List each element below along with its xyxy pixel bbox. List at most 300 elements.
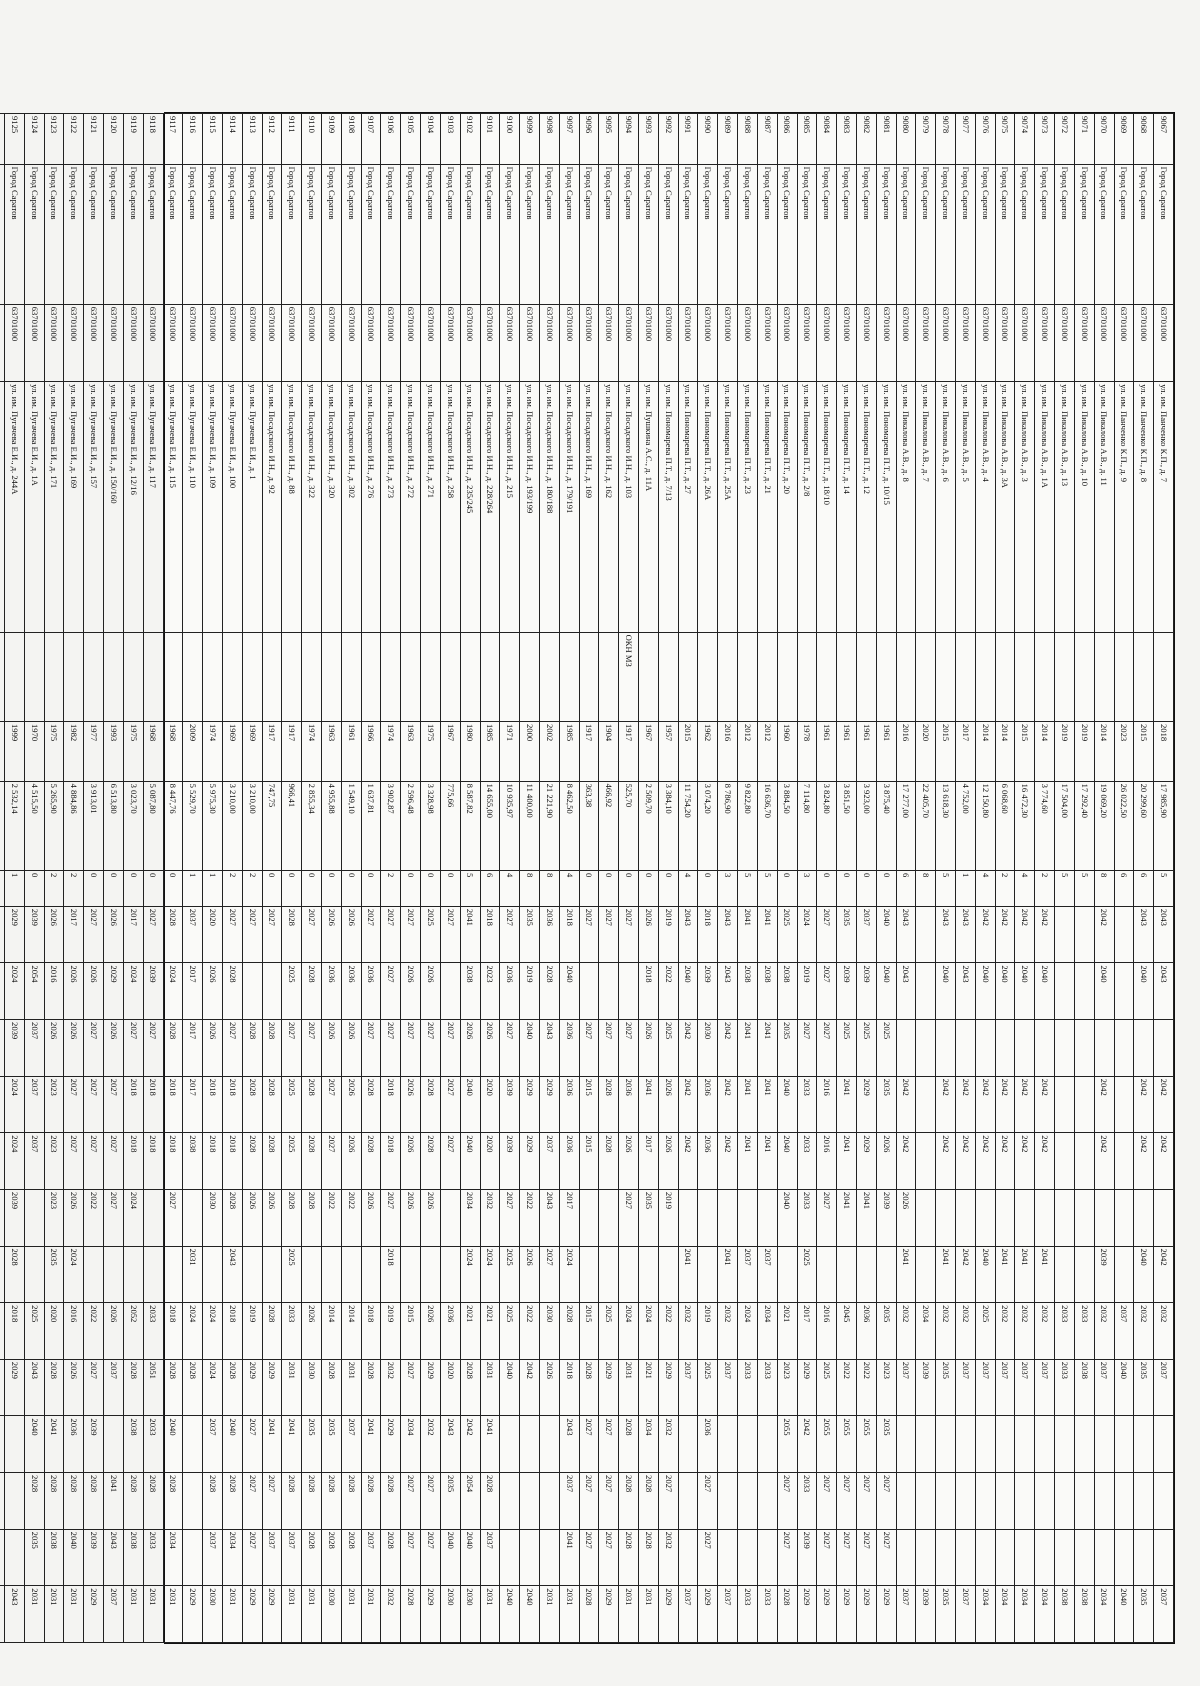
deadline-cell: 2028 xyxy=(639,1473,659,1530)
deadline-cell: 2037 xyxy=(1035,1359,1055,1416)
address-cell: ул. им. Посадского И.Н., д. 228/264 xyxy=(480,382,500,632)
row-number-cell: 9098 xyxy=(540,114,560,165)
deadline-cell: 2019 xyxy=(520,963,540,1020)
deadline-cell: 2038 xyxy=(757,963,777,1020)
deadline-cell xyxy=(1055,1473,1075,1530)
deadline-cell: 2027 xyxy=(837,1529,857,1586)
built-year-cell: 1985 xyxy=(480,721,500,781)
address-cell: ул. им. Пугачева Е.И., д. 171 xyxy=(44,382,64,632)
deadline-cell: 2040 xyxy=(64,1529,84,1586)
oktmo-code-cell: 63701000 xyxy=(757,304,777,381)
deadline-cell: 2025 xyxy=(876,1020,896,1077)
deadline-cell: 2026 xyxy=(658,1133,678,1190)
deadline-cell: 2028 xyxy=(381,1529,401,1586)
deadline-cell xyxy=(718,1473,738,1530)
row-number-cell: 9096 xyxy=(579,114,599,165)
table-row xyxy=(837,114,857,1643)
deadline-cell: 2042 xyxy=(936,1076,956,1133)
deadline-cell: 2027 xyxy=(84,1359,104,1416)
address-cell: ул. им. Пикалова А.В., д. 7 xyxy=(916,382,936,632)
deadline-cell xyxy=(0,1359,5,1416)
deadline-cell: 2027 xyxy=(777,1529,797,1586)
deadline-cell: 2028 xyxy=(460,1359,480,1416)
deadline-cell: 2037 xyxy=(24,1076,44,1133)
deadline-cell: 2043 xyxy=(1134,906,1154,963)
deadline-cell: 2025 xyxy=(777,906,797,963)
area-cell: 3 023,70 xyxy=(123,781,143,870)
deadline-cell: 2027 xyxy=(282,1020,302,1077)
deadline-cell: 2018 xyxy=(203,1133,223,1190)
deadline-cell xyxy=(738,1189,758,1246)
deadline-cell: 2038 xyxy=(1055,1586,1075,1643)
deadline-cell: 2027 xyxy=(64,1133,84,1190)
address-cell: ул. им. Пономарева П.Т., д. 25А xyxy=(718,382,738,632)
deadline-cell: 2037 xyxy=(857,906,877,963)
deadline-cell: 2034 xyxy=(1015,1586,1035,1643)
deadline-cell: 2028 xyxy=(302,1076,322,1133)
deadline-cell xyxy=(936,1416,956,1473)
table-row xyxy=(401,114,421,1643)
deadline-cell: 2042 xyxy=(460,1416,480,1473)
deadline-cell: 2027 xyxy=(817,906,837,963)
deadline-cell xyxy=(183,1416,203,1473)
oktmo-code-cell: 63701000 xyxy=(1094,304,1114,381)
deadline-cell: 2033 xyxy=(797,1076,817,1133)
table-row xyxy=(1094,114,1114,1643)
deadline-cell: 2034 xyxy=(975,1586,995,1643)
deadline-cell: 2042 xyxy=(975,1076,995,1133)
deadline-cell: 2037 xyxy=(896,1359,916,1416)
address-cell: ул. им. Посадского И.Н., д. 258 xyxy=(440,382,460,632)
address-cell: ул. им. Посадского И.Н., д. 235/245 xyxy=(460,382,480,632)
deadline-cell xyxy=(678,1416,698,1473)
city-cell: Город Саратов xyxy=(817,164,837,304)
deadline-cell: 2028 xyxy=(24,1473,44,1530)
deadline-cell: 2021 xyxy=(480,1303,500,1360)
deadline-cell: 2041 xyxy=(936,1246,956,1303)
address-cell: ул. им. Посадского И.Н., д. 320 xyxy=(322,382,342,632)
deadline-cell: 2039 xyxy=(857,963,877,1020)
deadline-cell: 2031 xyxy=(480,1359,500,1416)
deadline-cell: 2028 xyxy=(223,1473,243,1530)
deadline-cell: 2018 xyxy=(639,963,659,1020)
deadline-cell: 2027 xyxy=(242,906,262,963)
oktmo-code-cell: 63701000 xyxy=(718,304,738,381)
deadline-cell: 2025 xyxy=(282,1246,302,1303)
address-cell: ул. им. Пугачева Е.И., д. 12/16 xyxy=(123,382,143,632)
deadline-cell: 2028 xyxy=(619,1473,639,1530)
table-row xyxy=(797,114,817,1643)
deadline-cell: 2041 xyxy=(718,1246,738,1303)
built-year-cell: 1963 xyxy=(401,721,421,781)
deadline-cell xyxy=(1134,1189,1154,1246)
note-cell xyxy=(896,632,916,721)
deadline-cell: 2028 xyxy=(203,1473,223,1530)
deadline-cell: 2038 xyxy=(1074,1586,1094,1643)
deadline-cell: 2032 xyxy=(936,1303,956,1360)
table-row xyxy=(559,114,579,1643)
deadline-cell: 2031 xyxy=(341,1359,361,1416)
row-number-cell: 9081 xyxy=(876,114,896,165)
deadline-cell: 2042 xyxy=(678,1020,698,1077)
deadline-cell: 2042 xyxy=(1094,906,1114,963)
area-cell: 8 447,76 xyxy=(163,781,183,870)
housing-register-table xyxy=(0,113,1174,1643)
count-cell: 6 xyxy=(480,871,500,907)
deadline-cell: 2021 xyxy=(639,1359,659,1416)
note-cell xyxy=(1114,632,1134,721)
oktmo-code-cell: 63701000 xyxy=(540,304,560,381)
deadline-cell: 2054 xyxy=(24,963,44,1020)
deadline-cell: 2037 xyxy=(757,1246,777,1303)
table-row xyxy=(916,114,936,1643)
city-cell: Город Саратов xyxy=(24,164,44,304)
built-year-cell xyxy=(0,721,5,781)
deadline-cell: 2028 xyxy=(579,1586,599,1643)
deadline-cell xyxy=(1035,1473,1055,1530)
area-cell: 4 955,88 xyxy=(322,781,342,870)
deadline-cell xyxy=(1134,1529,1154,1586)
deadline-cell: 2037 xyxy=(718,1359,738,1416)
deadline-cell xyxy=(1114,1076,1134,1133)
deadline-cell: 2027 xyxy=(817,1189,837,1246)
deadline-cell: 2018 xyxy=(163,1076,183,1133)
deadline-cell: 2028 xyxy=(302,1133,322,1190)
deadline-cell: 2034 xyxy=(639,1416,659,1473)
city-cell: Город Саратов xyxy=(797,164,817,304)
deadline-cell: 2027 xyxy=(361,1020,381,1077)
address-cell: ул. им. Посадского И.Н., д. 179/191 xyxy=(559,382,579,632)
deadline-cell: 2031 xyxy=(64,1586,84,1643)
city-cell: Город Саратов xyxy=(599,164,619,304)
deadline-cell: 2025 xyxy=(797,1246,817,1303)
city-cell: Город Саратов xyxy=(777,164,797,304)
deadline-cell: 2041 xyxy=(678,1246,698,1303)
deadline-cell: 2038 xyxy=(777,963,797,1020)
city-cell xyxy=(0,164,5,304)
table-row xyxy=(995,114,1015,1643)
deadline-cell: 2031 xyxy=(223,1586,243,1643)
city-cell: Город Саратов xyxy=(183,164,203,304)
note-cell xyxy=(500,632,520,721)
deadline-cell: 2029 xyxy=(599,1586,619,1643)
deadline-cell: 2018 xyxy=(163,1133,183,1190)
built-year-cell: 1975 xyxy=(421,721,441,781)
count-cell: 0 xyxy=(579,871,599,907)
deadline-cell: 2039 xyxy=(698,963,718,1020)
deadline-cell: 2039 xyxy=(500,1133,520,1190)
deadline-cell: 2027 xyxy=(84,1020,104,1077)
deadline-cell xyxy=(302,1246,322,1303)
deadline-cell: 2030 xyxy=(322,1586,342,1643)
built-year-cell: 2017 xyxy=(956,721,976,781)
table-row xyxy=(361,114,381,1643)
deadline-cell: 2027 xyxy=(857,1529,877,1586)
row-number-cell: 9077 xyxy=(956,114,976,165)
deadline-cell: 2037 xyxy=(341,1416,361,1473)
deadline-cell: 2036 xyxy=(559,1133,579,1190)
deadline-cell xyxy=(718,1189,738,1246)
deadline-cell: 2019 xyxy=(658,906,678,963)
oktmo-code-cell: 63701000 xyxy=(480,304,500,381)
deadline-cell: 2029 xyxy=(242,1586,262,1643)
deadline-cell: 2040 xyxy=(777,1133,797,1190)
deadline-cell xyxy=(956,1416,976,1473)
area-cell: 6 513,80 xyxy=(104,781,124,870)
area-cell: 1 549,10 xyxy=(341,781,361,870)
deadline-cell xyxy=(1015,1020,1035,1077)
deadline-cell xyxy=(757,1189,777,1246)
deadline-cell xyxy=(24,1246,44,1303)
deadline-cell: 2024 xyxy=(738,1303,758,1360)
deadline-cell xyxy=(916,1020,936,1077)
deadline-cell: 2035 xyxy=(777,1020,797,1077)
table-row xyxy=(104,114,124,1643)
deadline-cell: 2042 xyxy=(1154,1246,1174,1303)
deadline-cell: 2028 xyxy=(361,1076,381,1133)
row-number-cell: 9110 xyxy=(302,114,322,165)
city-cell: Город Саратов xyxy=(381,164,401,304)
deadline-cell: 2027 xyxy=(421,1529,441,1586)
area-cell: 11 754,20 xyxy=(678,781,698,870)
deadline-cell: 2036 xyxy=(559,1020,579,1077)
deadline-cell: 2021 xyxy=(460,1303,480,1360)
deadline-cell: 2037 xyxy=(678,1586,698,1643)
deadline-cell: 2041 xyxy=(738,1076,758,1133)
row-number-cell: 9109 xyxy=(322,114,342,165)
area-cell: 5 265,90 xyxy=(44,781,64,870)
deadline-cell: 2028 xyxy=(381,1473,401,1530)
address-cell: ул. им. Пугачева Е.И., д. 244А xyxy=(5,382,25,632)
deadline-cell: 2020 xyxy=(480,1076,500,1133)
deadline-cell: 2027 xyxy=(401,1529,421,1586)
deadline-cell xyxy=(1114,1020,1134,1077)
count-cell: 3 xyxy=(718,871,738,907)
deadline-cell: 2028 xyxy=(282,1473,302,1530)
deadline-cell xyxy=(1074,1529,1094,1586)
deadline-cell xyxy=(619,963,639,1020)
deadline-cell: 2035 xyxy=(837,906,857,963)
row-number-cell: 9090 xyxy=(698,114,718,165)
deadline-cell xyxy=(599,1189,619,1246)
table-row xyxy=(579,114,599,1643)
built-year-cell: 1968 xyxy=(143,721,163,781)
deadline-cell: 2037 xyxy=(995,1359,1015,1416)
deadline-cell: 2028 xyxy=(183,1359,203,1416)
count-cell: 6 xyxy=(1134,871,1154,907)
area-cell: 17 277,00 xyxy=(896,781,916,870)
count-cell: 5 xyxy=(1074,871,1094,907)
deadline-cell: 2055 xyxy=(857,1416,877,1473)
deadline-cell: 2036 xyxy=(619,1076,639,1133)
city-cell: Город Саратов xyxy=(658,164,678,304)
note-cell xyxy=(1094,632,1114,721)
deadline-cell: 2035 xyxy=(876,1076,896,1133)
deadline-cell xyxy=(975,1416,995,1473)
built-year-cell: 2015 xyxy=(1134,721,1154,781)
deadline-cell: 2018 xyxy=(143,1076,163,1133)
address-cell: ул. им. Пугачева Е.И., д. 110 xyxy=(183,382,203,632)
deadline-cell: 2027 xyxy=(797,1020,817,1077)
deadline-cell: 2028 xyxy=(599,1133,619,1190)
table-row xyxy=(282,114,302,1643)
deadline-cell xyxy=(757,1529,777,1586)
table-row xyxy=(936,114,956,1643)
deadline-cell: 2027 xyxy=(500,1189,520,1246)
deadline-cell: 2028 xyxy=(262,1020,282,1077)
count-cell: 2 xyxy=(1035,871,1055,907)
deadline-cell: 2040 xyxy=(1015,963,1035,1020)
deadline-cell: 2031 xyxy=(540,1586,560,1643)
deadline-cell: 2055 xyxy=(837,1416,857,1473)
table-row xyxy=(183,114,203,1643)
built-year-cell: 1974 xyxy=(381,721,401,781)
deadline-cell: 2030 xyxy=(698,1020,718,1077)
deadline-cell xyxy=(5,1473,25,1530)
deadline-cell: 2015 xyxy=(579,1076,599,1133)
deadline-cell: 2028 xyxy=(302,963,322,1020)
oktmo-code-cell: 63701000 xyxy=(203,304,223,381)
count-cell: 0 xyxy=(876,871,896,907)
row-number-cell: 9101 xyxy=(480,114,500,165)
deadline-cell: 2025 xyxy=(24,1303,44,1360)
table-row xyxy=(817,114,837,1643)
deadline-cell xyxy=(698,1189,718,1246)
deadline-cell: 2037 xyxy=(282,1529,302,1586)
area-cell: 3 875,40 xyxy=(876,781,896,870)
deadline-cell: 2031 xyxy=(302,1586,322,1643)
deadline-cell: 2032 xyxy=(1035,1303,1055,1360)
deadline-cell: 2042 xyxy=(956,1246,976,1303)
deadline-cell: 2038 xyxy=(1074,1359,1094,1416)
deadline-cell: 2026 xyxy=(44,906,64,963)
table-row xyxy=(857,114,877,1643)
address-cell: ул. им. Пономарева П.Т., д. 18/10 xyxy=(817,382,837,632)
deadline-cell: 2036 xyxy=(540,906,560,963)
table-row xyxy=(738,114,758,1643)
deadline-cell: 2023 xyxy=(44,1189,64,1246)
deadline-cell: 2026 xyxy=(44,1020,64,1077)
row-number-cell: 9068 xyxy=(1134,114,1154,165)
oktmo-code-cell: 63701000 xyxy=(619,304,639,381)
oktmo-code-cell: 63701000 xyxy=(559,304,579,381)
deadline-cell xyxy=(0,906,5,963)
note-cell xyxy=(559,632,579,721)
deadline-cell xyxy=(956,1473,976,1530)
address-cell: ул. им. Пушкина А.С., д. 11А xyxy=(639,382,659,632)
deadline-cell: 2041 xyxy=(757,906,777,963)
deadline-cell xyxy=(1114,1189,1134,1246)
deadline-cell xyxy=(1154,1529,1174,1586)
deadline-cell: 2032 xyxy=(1154,1303,1174,1360)
register-table-body xyxy=(0,114,1174,1643)
note-cell xyxy=(1134,632,1154,721)
deadline-cell: 2052 xyxy=(123,1303,143,1360)
deadline-cell: 2040 xyxy=(678,963,698,1020)
deadline-cell xyxy=(1114,1416,1134,1473)
address-cell: ул. им. Пикалова А.В., д. 5 xyxy=(956,382,976,632)
deadline-cell: 2040 xyxy=(460,1076,480,1133)
table-row xyxy=(876,114,896,1643)
deadline-cell: 2042 xyxy=(678,1076,698,1133)
deadline-cell: 2040 xyxy=(500,1586,520,1643)
deadline-cell: 2026 xyxy=(242,1189,262,1246)
deadline-cell: 2027 xyxy=(104,1133,124,1190)
note-cell xyxy=(876,632,896,721)
deadline-cell xyxy=(579,1189,599,1246)
deadline-cell: 2025 xyxy=(500,1246,520,1303)
row-number-cell: 9105 xyxy=(401,114,421,165)
address-cell: ул. им. Пономарева П.Т., д. 14 xyxy=(837,382,857,632)
deadline-cell xyxy=(876,1246,896,1303)
oktmo-code-cell: 63701000 xyxy=(837,304,857,381)
deadline-cell: 2022 xyxy=(837,1359,857,1416)
deadline-cell: 2026 xyxy=(520,1246,540,1303)
deadline-cell: 2029 xyxy=(797,1359,817,1416)
deadline-cell xyxy=(1134,1473,1154,1530)
deadline-cell: 2029 xyxy=(84,1586,104,1643)
table-row xyxy=(5,114,25,1643)
area-cell: 3 851,50 xyxy=(837,781,857,870)
count-cell: 0 xyxy=(143,871,163,907)
count-cell: 0 xyxy=(619,871,639,907)
count-cell: 8 xyxy=(540,871,560,907)
built-year-cell: 1975 xyxy=(123,721,143,781)
area-cell: 16 636,70 xyxy=(757,781,777,870)
deadline-cell: 2028 xyxy=(242,1020,262,1077)
deadline-cell: 2026 xyxy=(361,1189,381,1246)
deadline-cell: 2027 xyxy=(440,1133,460,1190)
deadline-cell: 2018 xyxy=(559,1359,579,1416)
deadline-cell: 2024 xyxy=(203,1303,223,1360)
deadline-cell: 2031 xyxy=(619,1359,639,1416)
deadline-cell xyxy=(1074,1076,1094,1133)
table-row xyxy=(500,114,520,1643)
deadline-cell: 2040 xyxy=(460,1133,480,1190)
deadline-cell: 2027 xyxy=(401,1020,421,1077)
deadline-cell xyxy=(599,1246,619,1303)
deadline-cell: 2025 xyxy=(658,1020,678,1077)
oktmo-code-cell: 63701000 xyxy=(678,304,698,381)
address-cell: ул. им. Пономарева П.Т., д. 7/13 xyxy=(658,382,678,632)
deadline-cell: 2032 xyxy=(718,1303,738,1360)
city-cell: Город Саратов xyxy=(678,164,698,304)
city-cell: Город Саратов xyxy=(698,164,718,304)
address-cell: ул. им. Посадского И.Н., д. 273 xyxy=(381,382,401,632)
built-year-cell: 1971 xyxy=(500,721,520,781)
deadline-cell: 2030 xyxy=(440,1586,460,1643)
oktmo-code-cell: 63701000 xyxy=(916,304,936,381)
note-cell xyxy=(341,632,361,721)
deadline-cell: 2036 xyxy=(440,1303,460,1360)
deadline-cell xyxy=(916,963,936,1020)
deadline-cell: 2018 xyxy=(381,1133,401,1190)
note-cell xyxy=(817,632,837,721)
table-row xyxy=(1015,114,1035,1643)
deadline-cell: 2034 xyxy=(1094,1586,1114,1643)
deadline-cell: 2017 xyxy=(183,1076,203,1133)
deadline-cell: 2026 xyxy=(460,1020,480,1077)
deadline-cell: 2037 xyxy=(24,1133,44,1190)
deadline-cell: 2023 xyxy=(480,963,500,1020)
area-cell: 7 114,80 xyxy=(797,781,817,870)
oktmo-code-cell: 63701000 xyxy=(401,304,421,381)
area-cell: 11 400,00 xyxy=(520,781,540,870)
deadline-cell: 2026 xyxy=(322,906,342,963)
built-year-cell: 1904 xyxy=(599,721,619,781)
note-cell xyxy=(163,632,183,721)
deadline-cell: 2043 xyxy=(440,1416,460,1473)
